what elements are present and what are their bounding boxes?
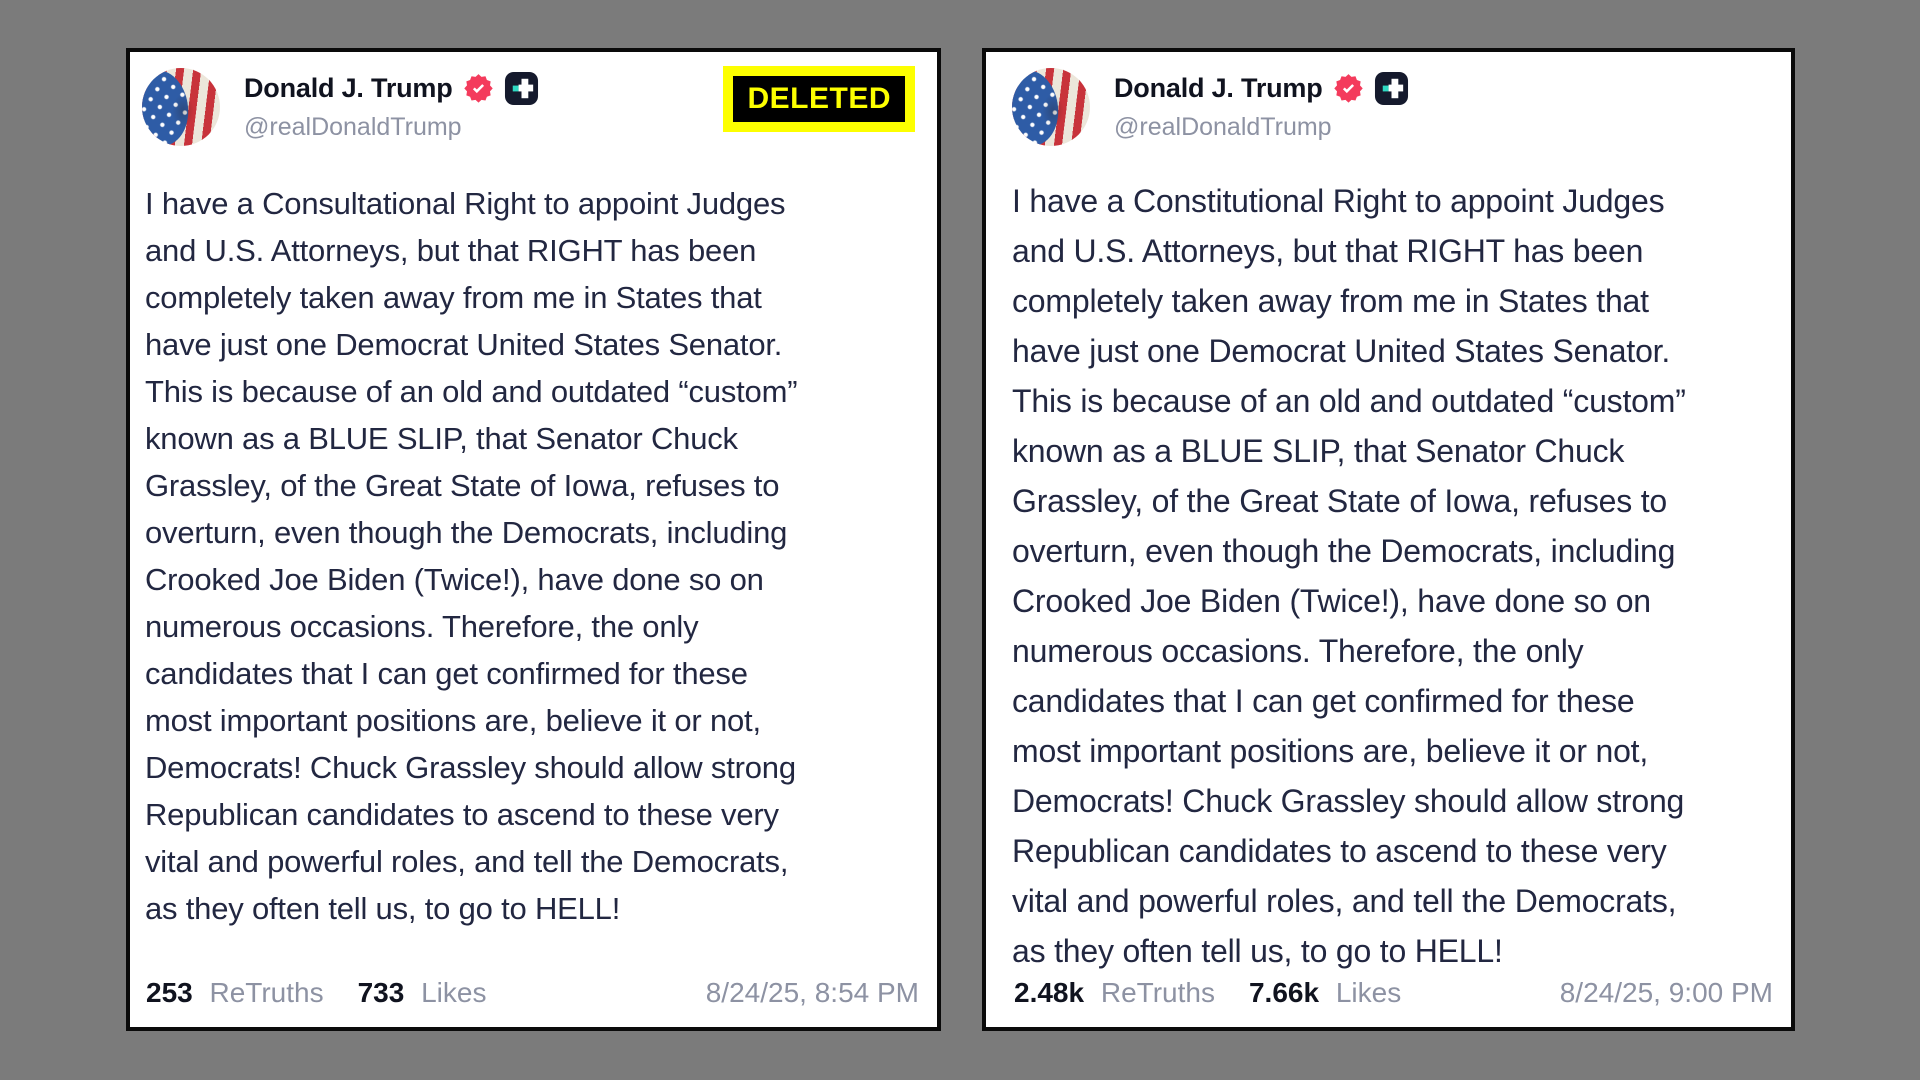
author-name[interactable]: Donald J. Trump bbox=[244, 73, 453, 103]
body-line: candidates that I can get confirmed for these bbox=[1012, 683, 1635, 719]
body-line: Republican candidates to ascend to these very bbox=[1012, 833, 1667, 869]
body-line: Grassley, of the Great State of Iowa, refuses to bbox=[145, 468, 780, 503]
post-body-text bbox=[142, 180, 919, 932]
body-line: I have a Consultational Right to appoint Judges bbox=[145, 186, 786, 221]
body-line: Democrats! Chuck Grassley should allow strong bbox=[1012, 783, 1685, 819]
body-line: numerous occasions. Therefore, the only bbox=[1012, 633, 1584, 669]
timestamp: 8/24/25, 8:54 PM bbox=[705, 977, 919, 1008]
timestamp: 8/24/25, 9:00 PM bbox=[1559, 977, 1773, 1008]
body-line: overturn, even though the Democrats, including bbox=[145, 515, 788, 550]
deleted-badge: DELETED bbox=[723, 66, 915, 132]
body-line: vital and powerful roles, and tell the Democrats, bbox=[145, 844, 789, 879]
body-line: known as a BLUE SLIP, that Senator Chuck bbox=[1012, 433, 1625, 469]
likes-count: 733 bbox=[357, 977, 405, 1008]
body-line: most important positions are, believe it or not, bbox=[145, 703, 761, 738]
author-handle[interactable]: @realDonaldTrump bbox=[244, 113, 462, 141]
body-line: Crooked Joe Biden (Twice!), have done so on bbox=[1012, 583, 1651, 619]
post-body-text bbox=[1012, 176, 1773, 976]
likes-label: Likes bbox=[1335, 977, 1402, 1008]
truth-social-logo-icon bbox=[504, 71, 539, 106]
likes-count: 7.66k bbox=[1248, 977, 1320, 1008]
body-line: and U.S. Attorneys, but that RIGHT has been bbox=[1012, 233, 1644, 269]
truth-social-logo-icon bbox=[1374, 71, 1409, 106]
likes-stat[interactable] bbox=[358, 977, 487, 1009]
body-line: This is because of an old and outdated “custom” bbox=[1012, 383, 1686, 419]
avatar[interactable] bbox=[1012, 68, 1090, 146]
likes-stat[interactable] bbox=[1249, 977, 1401, 1009]
author-handle[interactable]: @realDonaldTrump bbox=[1114, 113, 1332, 141]
body-line: numerous occasions. Therefore, the only bbox=[145, 609, 699, 644]
post-header bbox=[1012, 66, 1773, 146]
body-line: have just one Democrat United States Senator. bbox=[1012, 333, 1671, 369]
retruths-label: ReTruths bbox=[1100, 977, 1215, 1008]
post-card-deleted bbox=[126, 48, 941, 1031]
likes-label: Likes bbox=[421, 977, 487, 1008]
body-line: have just one Democrat United States Senator. bbox=[145, 327, 783, 362]
verified-badge-icon bbox=[1333, 73, 1364, 104]
body-line: This is because of an old and outdated “custom” bbox=[145, 374, 798, 409]
post-footer bbox=[146, 977, 919, 1009]
retruths-count: 2.48k bbox=[1014, 977, 1085, 1008]
body-line: completely taken away from me in States that bbox=[1012, 283, 1649, 319]
body-line: as they often tell us, to go to HELL! bbox=[145, 891, 621, 926]
body-line: as they often tell us, to go to HELL! bbox=[1012, 933, 1503, 969]
post-footer bbox=[1014, 977, 1773, 1009]
body-line: Crooked Joe Biden (Twice!), have done so on bbox=[145, 562, 764, 597]
body-line: completely taken away from me in States that bbox=[145, 280, 762, 315]
body-line: I have a Constitutional Right to appoint Judges bbox=[1012, 183, 1665, 219]
body-line: overturn, even though the Democrats, including bbox=[1012, 533, 1676, 569]
retruths-stat[interactable] bbox=[146, 977, 324, 1009]
body-line: candidates that I can get confirmed for these bbox=[145, 656, 748, 691]
body-line: Republican candidates to ascend to these very bbox=[145, 797, 779, 832]
body-line: most important positions are, believe it or not, bbox=[1012, 733, 1649, 769]
author-name[interactable]: Donald J. Trump bbox=[1114, 73, 1323, 103]
body-line: and U.S. Attorneys, but that RIGHT has been bbox=[145, 233, 757, 268]
post-card-reposted bbox=[982, 48, 1795, 1031]
retruths-stat[interactable] bbox=[1014, 977, 1215, 1009]
avatar[interactable] bbox=[142, 68, 220, 146]
body-line: known as a BLUE SLIP, that Senator Chuck bbox=[145, 421, 738, 456]
verified-badge-icon bbox=[463, 73, 494, 104]
body-line: Democrats! Chuck Grassley should allow strong bbox=[145, 750, 796, 785]
retruths-label: ReTruths bbox=[209, 977, 324, 1008]
body-line: vital and powerful roles, and tell the Democrats, bbox=[1012, 883, 1677, 919]
body-line: Grassley, of the Great State of Iowa, refuses to bbox=[1012, 483, 1668, 519]
retruths-count: 253 bbox=[146, 977, 193, 1008]
